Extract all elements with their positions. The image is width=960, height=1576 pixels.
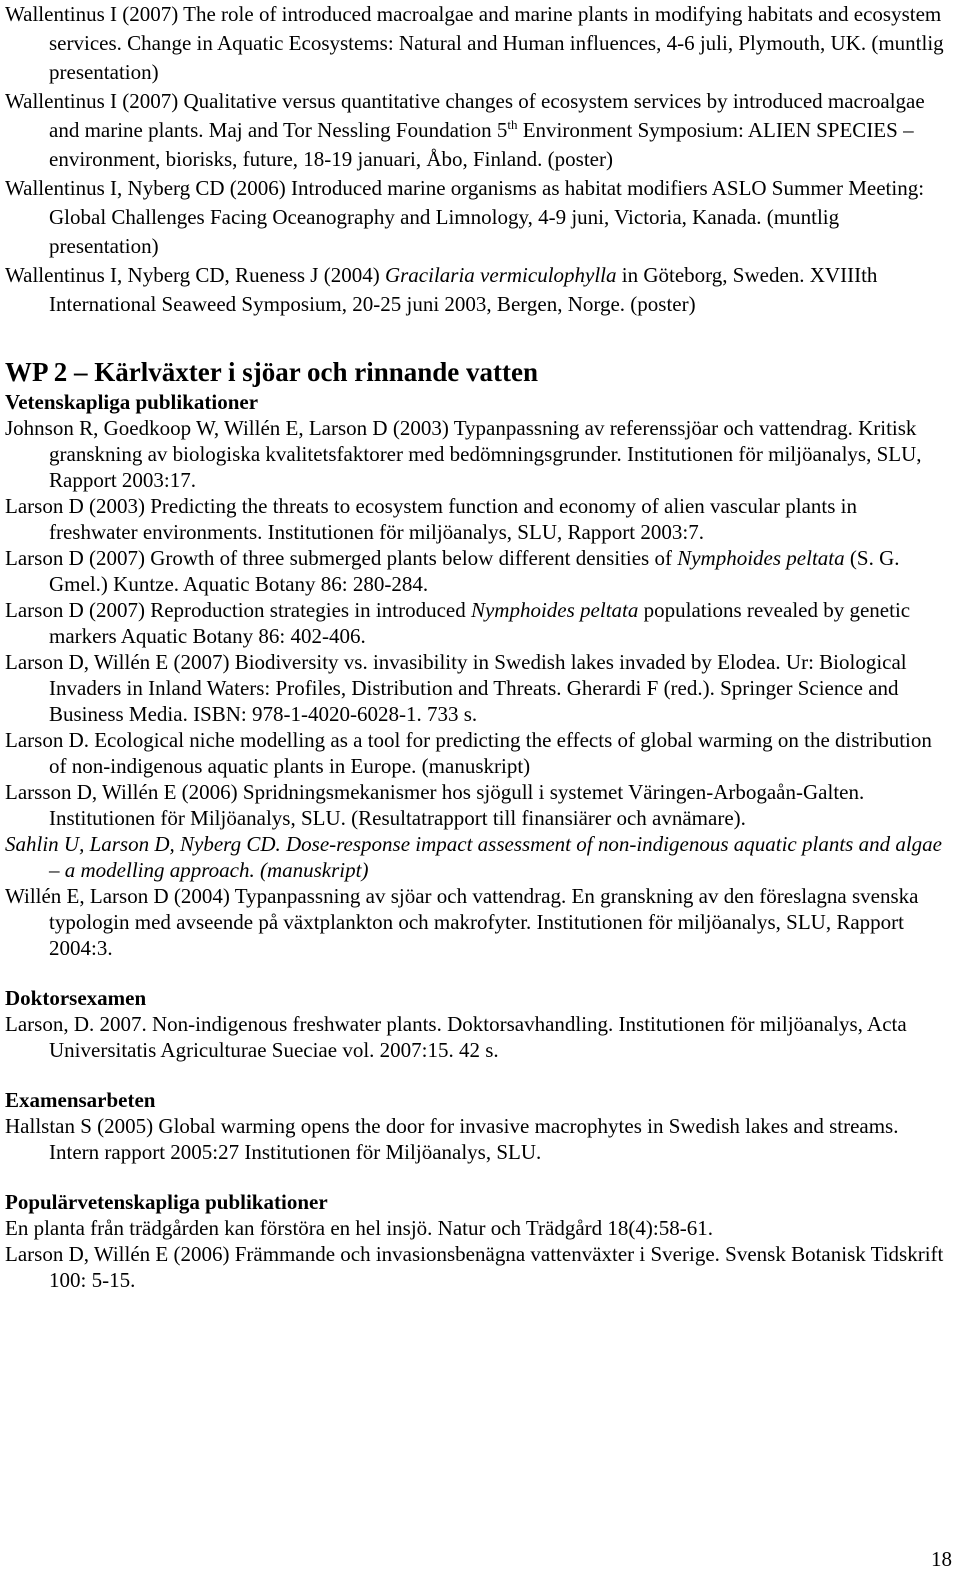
wp-heading: WP 2 – Kärlväxter i sjöar och rinnande vatten [5,357,538,387]
reference-entry: En planta från trädgården kan förstöra en hel insjö. Natur och Trädgård 18(4):58-61. [5,1216,713,1240]
reference-entry: Sahlin U, Larson D, Nyberg CD. Dose-response impact assessment of non-indigenous aquatic plants and algae – a modelling approach. (manuskript) [5,832,942,882]
reference-entry: Larson D (2003) Predicting the threats to ecosystem function and economy of alien vascular plants in freshwater environments. Institutionen för miljöanalys, SLU, Rapport 2003:7. [5,494,858,544]
reference-entry: Larson D (2007) Growth of three submerged plants below different densities of Nymphoides peltata (S. G. Gmel.) Kuntze. Aquatic Botany 86: 280-284. [5,546,900,596]
section-heading: Vetenskapliga publikationer [5,390,259,414]
reference-entry: Larson D, Willén E (2007) Biodiversity vs. invasibility in Swedish lakes invaded by Elodea. Ur: Biological Invaders in Inland Waters: Profiles, Distribution and Threats. Gherardi F (red.). Springer Science and Business Media. ISBN: 978-1-4020-6028-1. 733 s. [5,650,907,726]
section-vetenskapliga [5,389,950,961]
reference-entry: Larson D (2007) Reproduction strategies in introduced Nymphoides peltata populations revealed by genetic markers Aquatic Botany 86: 402-406. [5,598,911,648]
section-heading: Doktorsexamen [5,986,147,1010]
reference-entry: Wallentinus I (2007) Qualitative versus quantitative changes of ecosystem services by introduced macroalgae and marine plants. Maj and Tor Nessling Foundation 5th Environment Symposium: ALIEN SPECIES – environment, biorisks, future, 18-19 januari, Åbo, Finland. (poster) [5,89,925,171]
reference-entry: Larson, D. 2007. Non-indigenous freshwater plants. Doktorsavhandling. Institutionen för miljöanalys, Acta Universitatis Agriculturae Sueciae vol. 2007:15. 42 s. [5,1012,907,1062]
reference-entry: Johnson R, Goedkoop W, Willén E, Larson D (2003) Typanpassning av referenssjöar och vattendrag. Kritisk granskning av biologiska kvalitetsfaktorer med bedömningsgrunder. Institutionen för miljöanalys, SLU, Rapport 2003:17. [5,416,922,492]
reference-entry: Larsson D, Willén E (2006) Spridningsmekanismer hos sjögull i systemet Väringen-Arbogaån-Galten. Institutionen för Miljöanalys, SLU. (Resultatrapport till finansiärer och avnämare). [5,780,865,830]
reference-entry: Wallentinus I (2007) The role of introduced macroalgae and marine plants in modifying habitats and ecosystem services. Change in Aquatic Ecosystems: Natural and Human influences, 4-6 juli, Plymouth, UK. (muntlig presentation) [5,2,944,84]
reference-entry: Wallentinus I, Nyberg CD (2006) Introduced marine organisms as habitat modifiers ASLO Summer Meeting: Global Challenges Facing Oceanography and Limnology, 4-9 juni, Victoria, Kanada. (muntlig presentation) [5,176,925,258]
reference-entry: Hallstan S (2005) Global warming opens the door for invasive macrophytes in Swedish lakes and streams. Intern rapport 2005:27 Institutionen för Miljöanalys, SLU. [5,1114,899,1164]
section-heading: Examensarbeten [5,1088,156,1112]
conference-list [5,0,950,319]
section-heading: Populärvetenskapliga publikationer [5,1190,328,1214]
reference-entry: Larson D. Ecological niche modelling as a tool for predicting the effects of global warming on the distribution of non-indigenous aquatic plants in Europe. (manuskript) [5,728,932,778]
reference-entry: Larson D, Willén E (2006) Främmande och invasionsbenägna vattenväxter i Sverige. Svensk Botanisk Tidskrift 100: 5-15. [5,1242,944,1292]
section-examensarbeten [5,1087,950,1165]
page-number: 18 [931,1547,952,1571]
section-popular [5,1189,950,1293]
document-page [5,0,950,1293]
reference-entry: Willén E, Larson D (2004) Typanpassning av sjöar och vattendrag. En granskning av den föreslagna svenska typologin med avseende på växtplankton och makrofyter. Institutionen för miljöanalys, SLU, Rapport 2004:3. [5,884,919,960]
reference-entry: Wallentinus I, Nyberg CD, Rueness J (2004) Gracilaria vermiculophylla in Göteborg, Sweden. XVIIIth International Seaweed Symposium, 20-25 juni 2003, Bergen, Norge. (poster) [5,263,878,316]
section-doktorsexamen [5,985,950,1063]
